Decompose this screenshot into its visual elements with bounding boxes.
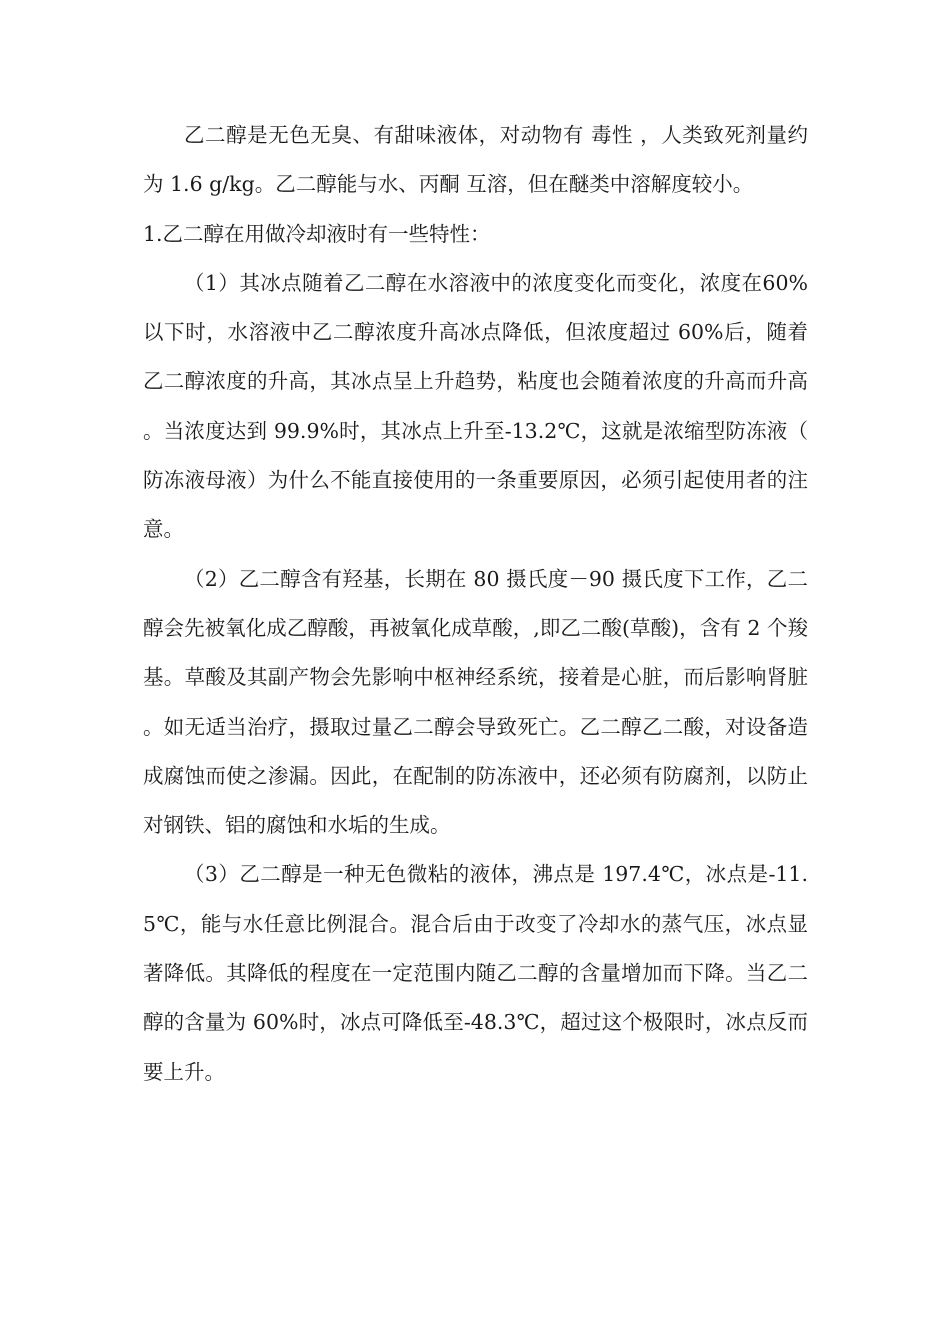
section-heading: 1.乙二醇在用做冷却液时有一些特性： [143, 221, 491, 246]
property-item-2: （2）乙二醇含有羟基，长期在 80 摄氏度－90 摄氏度下工作，乙二醇会先被氧化成乙醇酸，再被氧化成草酸，,即乙二酸(草酸)，含有 2 个羧基。草酸及其副产物会先影响中枢神经系统，接着是心脏，而后影响肾脏。如无适当治疗，摄取过量乙二醇会导致死亡。乙二醇乙二酸，对设备造成腐蚀而使之渗漏。因此，在配制的防冻液中，还必须有防腐剂，以防止对钢铁、铝的腐蚀和水垢的生成。 [143, 566, 808, 838]
document-body [143, 111, 808, 1097]
property-item-3: （3）乙二醇是一种无色微粘的液体，沸点是 197.4℃，冰点是-11.5℃，能与水任意比例混合。混合后由于改变了冷却水的蒸气压，冰点显著降低。其降低的程度在一定范围内随乙二醇的含量增加而下降。当乙二醇的含量为 60%时，冰点可降低至-48.3℃，超过这个极限时，冰点反而要上升。 [143, 862, 808, 1084]
intro-paragraph: 乙二醇是无色无臭、有甜味液体，对动物有 毒性 ，人类致死剂量约为 1.6 g/kg。乙二醇能与水、丙酮 互溶，但在醚类中溶解度较小。 [143, 123, 808, 197]
property-item-1: （1）其冰点随着乙二醇在水溶液中的浓度变化而变化，浓度在60%以下时，水溶液中乙二醇浓度升高冰点降低，但浓度超过 60%后，随着乙二醇浓度的升高，其冰点呈上升趋势，粘度也会随着浓度的升高而升高。当浓度达到 99.9%时，其冰点上升至-13.2℃，这就是浓缩型防冻液（防冻液母液）为什么不能直接使用的一条重要原因，必须引起使用者的注意。 [143, 270, 808, 542]
